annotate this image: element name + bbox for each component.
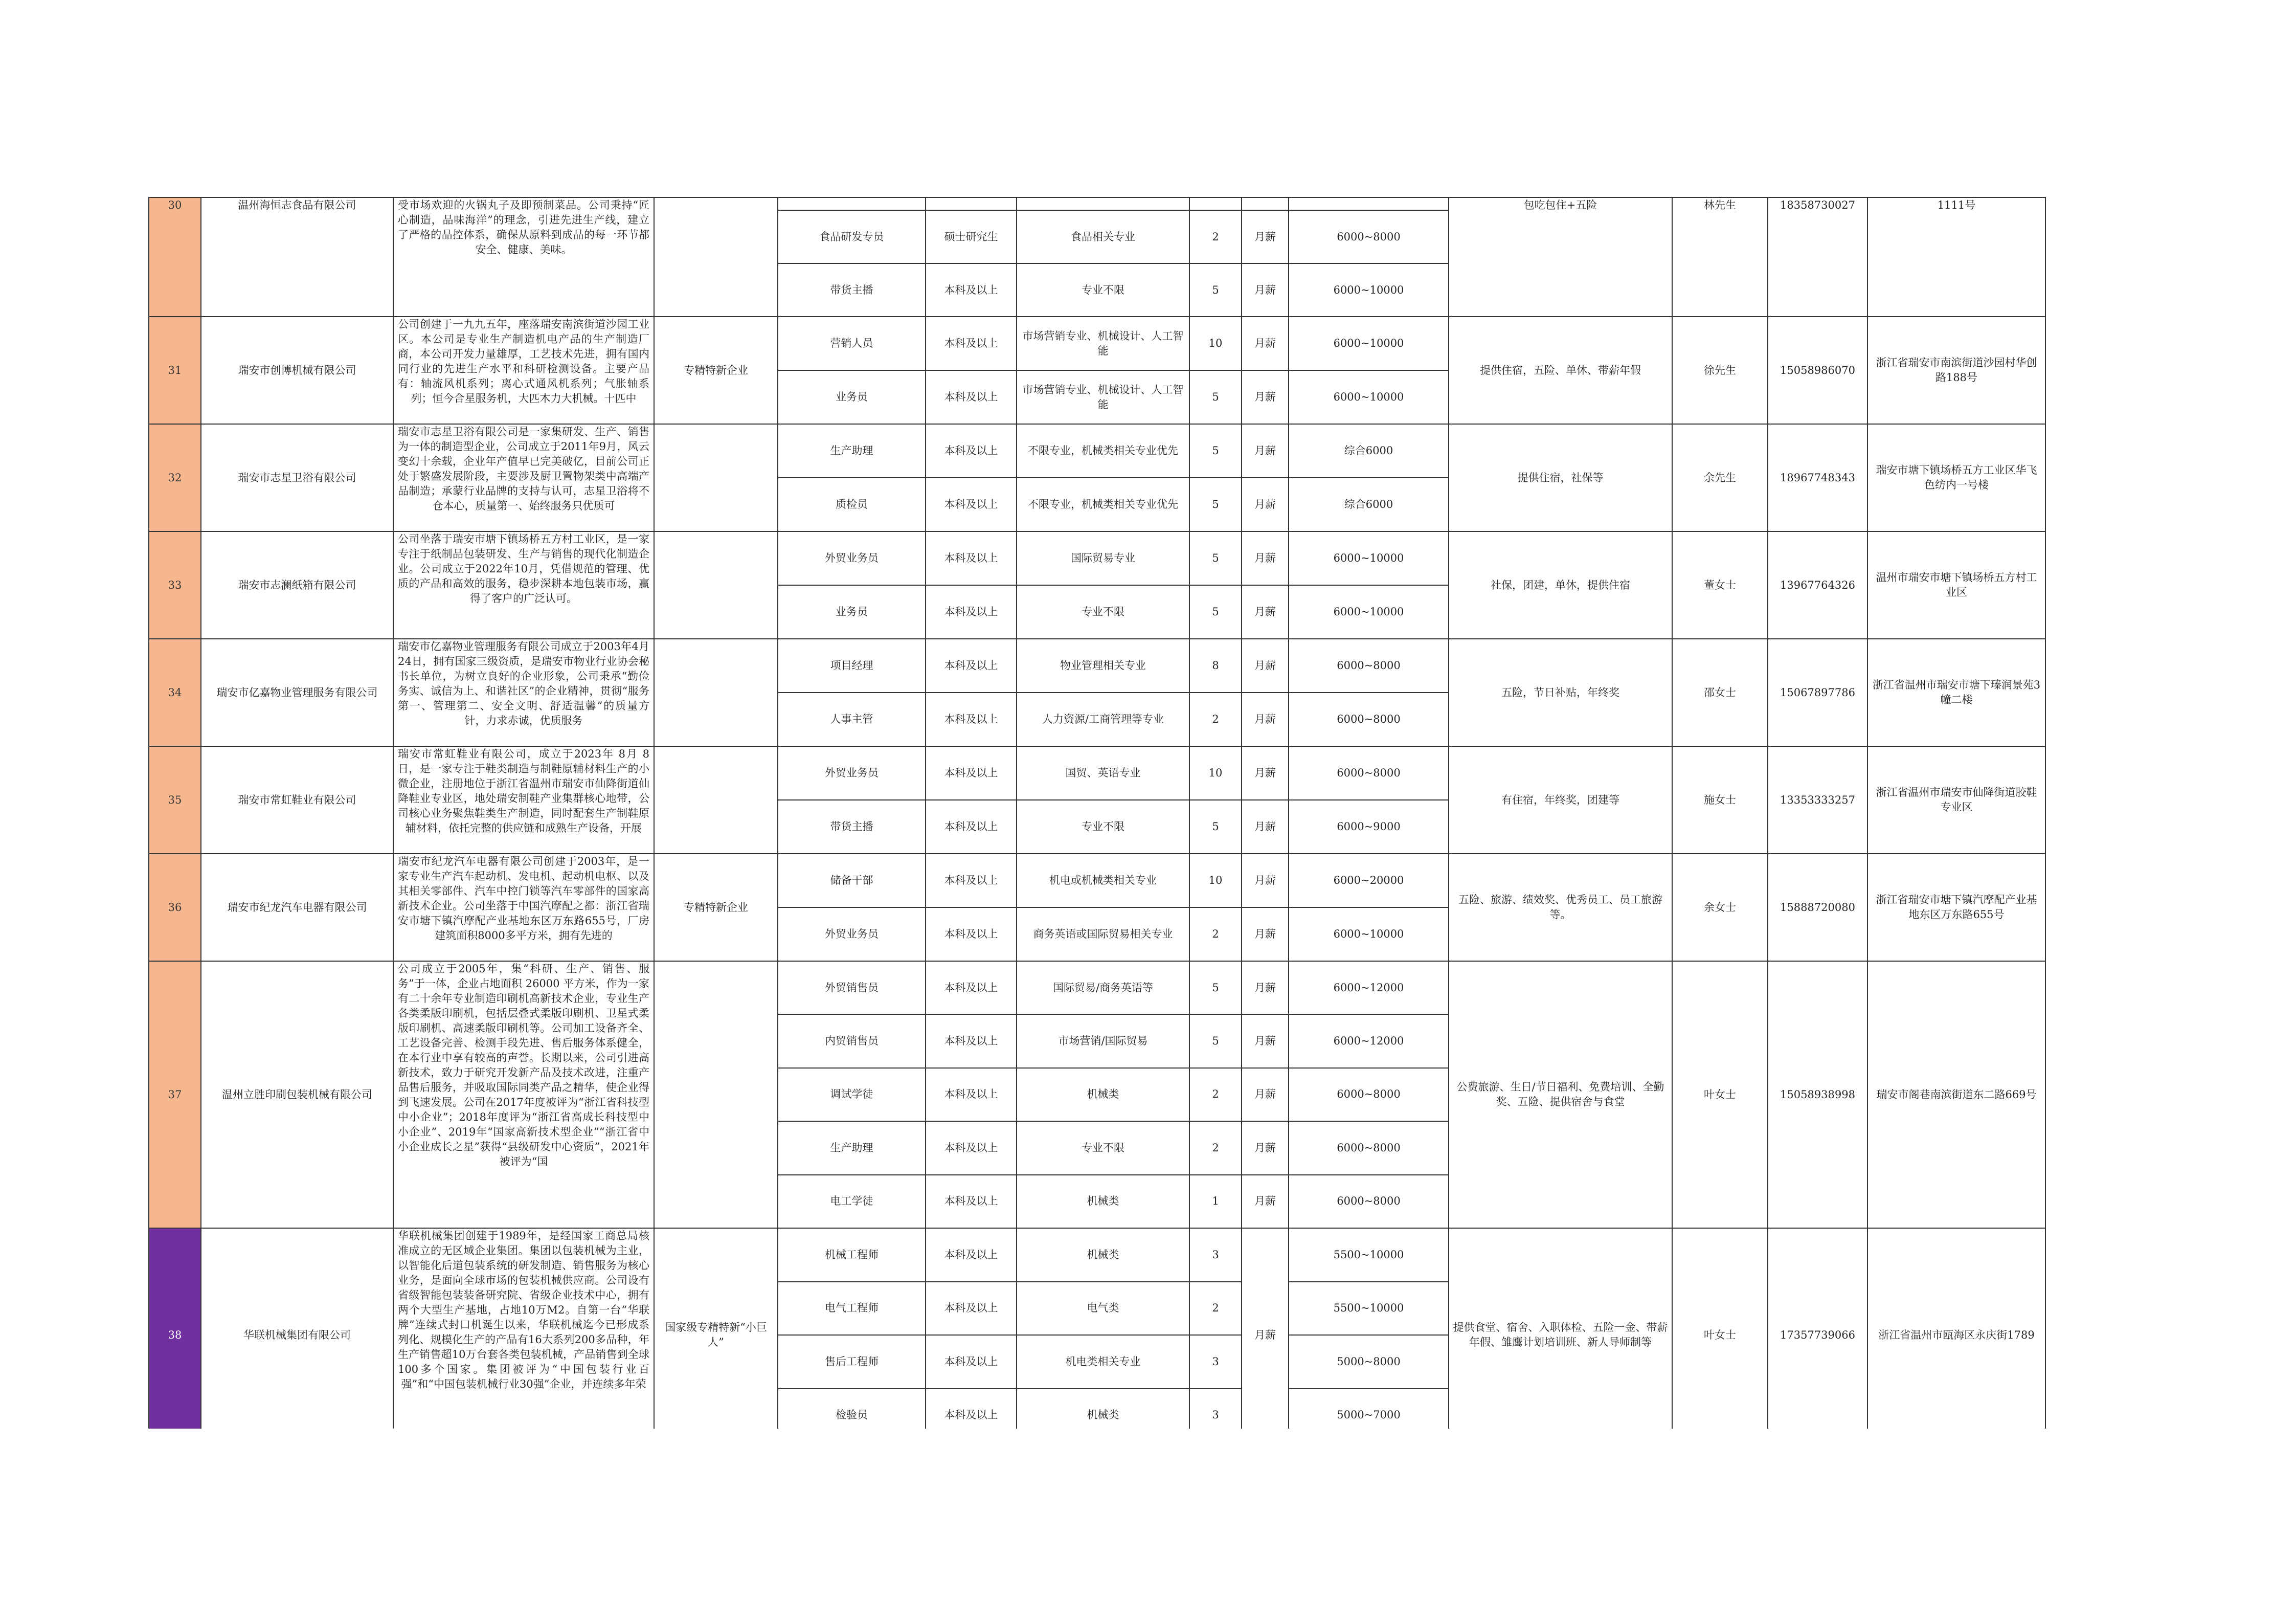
contact-cell: 徐先生: [1672, 317, 1768, 424]
company-type-cell: [654, 639, 778, 746]
job-major-cell: 人力资源/工商管理等专业: [1017, 693, 1189, 746]
company-name-cell: 瑞安市志澜纸箱有限公司: [201, 531, 393, 639]
job-count-cell: 5: [1189, 370, 1242, 424]
job-major-cell: 机械类: [1017, 1228, 1189, 1282]
job-position-cell: 电工学徒: [778, 1175, 926, 1228]
job-education-cell: 本科及以上: [926, 531, 1017, 585]
company-description-text: 瑞安市纪龙汽车电器有限公司创建于2003年，是一家专业生产汽车起动机、发电机、起动机电枢、以及其相关零部件、汽车中控门锁等汽车零部件的国家高新技术企业。公司坐落于中国汽摩配之都：浙江省瑞安市塘下镇汽摩配产业基地东区万东路655号，厂房建筑面积8000多平方米，拥有先进的: [398, 855, 649, 942]
benefit-cell: 包吃包住+五险: [1449, 197, 1672, 317]
blank-cell: [2045, 746, 2143, 854]
job-pay-type-cell: 月薪: [1242, 961, 1289, 1014]
benefit-cell: 五险、旅游、绩效奖、优秀员工、员工旅游等。: [1449, 854, 1672, 961]
company-name-cell: 瑞安市常虹鞋业有限公司: [201, 746, 393, 854]
company-description-cell: [393, 746, 654, 854]
phone-cell: 17357739066: [1768, 1228, 1867, 1429]
contact-cell: 邵女士: [1672, 639, 1768, 746]
contact-cell: 施女士: [1672, 746, 1768, 854]
company-description-text: 受市场欢迎的火锅丸子及即预制菜品。公司秉持“匠心制造，品味海洋”的理念，引进先进生产线，建立了严格的品控体系，确保从原料到成品的每一环节都安全、健康、美味。: [398, 199, 649, 256]
company-index-cell: 32: [149, 424, 201, 531]
company-description-cell: [393, 961, 654, 1228]
job-position-cell: 质检员: [778, 478, 926, 531]
company-index-cell: 34: [149, 639, 201, 746]
job-pay-type-cell: 月薪: [1242, 693, 1289, 746]
job-position-cell: 生产助理: [778, 424, 926, 478]
job-major-cell: 机电类相关专业: [1017, 1335, 1189, 1389]
job-cell: [1189, 197, 1242, 210]
job-count-cell: 10: [1189, 746, 1242, 800]
job-position-cell: 业务员: [778, 585, 926, 639]
phone-cell: 15888720080: [1768, 854, 1867, 961]
job-major-cell: 国贸、英语专业: [1017, 746, 1189, 800]
company-description-cell: [393, 854, 654, 961]
job-cell: [778, 197, 926, 210]
job-education-cell: 本科及以上: [926, 1389, 1017, 1429]
job-major-cell: 食品相关专业: [1017, 210, 1189, 263]
job-pay-type-cell: 月薪: [1242, 317, 1289, 370]
job-count-cell: 2: [1189, 693, 1242, 746]
job-pay-type-cell: 月薪: [1242, 478, 1289, 531]
job-position-cell: 外贸业务员: [778, 907, 926, 961]
job-count-cell: 10: [1189, 317, 1242, 370]
job-salary-cell: 6000~9000: [1289, 800, 1449, 854]
job-salary-cell: 6000~8000: [1289, 693, 1449, 746]
job-salary-cell: 5000~7000: [1289, 1389, 1449, 1429]
contact-cell: 叶女士: [1672, 1228, 1768, 1429]
company-name-cell: 温州立胜印刷包装机械有限公司: [201, 961, 393, 1228]
phone-cell: 13353333257: [1768, 746, 1867, 854]
job-education-cell: 本科及以上: [926, 800, 1017, 854]
company-index-cell: 37: [149, 961, 201, 1228]
address-cell: 1111号: [1867, 197, 2045, 317]
job-salary-cell: 6000~10000: [1289, 907, 1449, 961]
job-position-cell: 营销人员: [778, 317, 926, 370]
blank-cell: [2045, 424, 2143, 531]
job-position-cell: 生产助理: [778, 1121, 926, 1174]
address-cell: 浙江省温州市瓯海区永庆街1789: [1867, 1228, 2045, 1429]
phone-cell: 15058986070: [1768, 317, 1867, 424]
company-index-cell: 31: [149, 317, 201, 424]
job-education-cell: 本科及以上: [926, 370, 1017, 424]
job-salary-cell: 6000~8000: [1289, 746, 1449, 800]
job-count-cell: 2: [1189, 1121, 1242, 1174]
job-major-cell: 商务英语或国际贸易相关专业: [1017, 907, 1189, 961]
job-salary-cell: 6000~8000: [1289, 1121, 1449, 1174]
job-position-cell: 外贸业务员: [778, 746, 926, 800]
company-description-cell: [393, 1228, 654, 1429]
job-education-cell: 本科及以上: [926, 585, 1017, 639]
job-count-cell: 5: [1189, 531, 1242, 585]
job-salary-cell: 6000~8000: [1289, 1175, 1449, 1228]
job-education-cell: 硕士研究生: [926, 210, 1017, 263]
job-pay-type-cell: 月薪: [1242, 210, 1289, 263]
phone-cell: 13967764326: [1768, 531, 1867, 639]
benefit-cell: 提供食堂、宿舍、入职体检、五险一金、带薪年假、雏鹰计划培训班、新人导师制等: [1449, 1228, 1672, 1429]
job-position-cell: 检验员: [778, 1389, 926, 1429]
job-major-cell: 市场营销/国际贸易: [1017, 1014, 1189, 1067]
job-salary-cell: 6000~8000: [1289, 639, 1449, 693]
job-position-cell: 内贸销售员: [778, 1014, 926, 1067]
phone-cell: 15058938998: [1768, 961, 1867, 1228]
job-major-cell: 专业不限: [1017, 263, 1189, 317]
job-count-cell: 5: [1189, 424, 1242, 478]
job-position-cell: 调试学徒: [778, 1068, 926, 1121]
company-description-text: 瑞安市亿嘉物业管理服务有限公司成立于2003年4月24日，拥有国家三级资质，是瑞安市物业行业协会秘书长单位，为树立良好的企业形象，公司秉承“勤俭务实、诚信为上、和谐社区”的企业精神，贯彻“服务第一、管理第二、安全文明、舒适温馨”的质量方针，力求赤诚，优质服务: [398, 640, 649, 727]
job-salary-cell: 5500~10000: [1289, 1228, 1449, 1282]
company-type-cell: [654, 746, 778, 854]
job-education-cell: 本科及以上: [926, 1014, 1017, 1067]
company-index-cell: 36: [149, 854, 201, 961]
job-salary-cell: 6000~10000: [1289, 531, 1449, 585]
job-major-cell: 国际贸易专业: [1017, 531, 1189, 585]
job-education-cell: 本科及以上: [926, 639, 1017, 693]
benefit-cell: 有住宿，年终奖，团建等: [1449, 746, 1672, 854]
phone-cell: 18358730027: [1768, 197, 1867, 317]
company-index-cell: 30: [149, 197, 201, 317]
address-cell: 温州市瑞安市塘下镇场桥五方村工业区: [1867, 531, 2045, 639]
job-major-cell: 物业管理相关专业: [1017, 639, 1189, 693]
job-count-cell: 10: [1189, 854, 1242, 907]
job-position-cell: 售后工程师: [778, 1335, 926, 1389]
address-cell: 瑞安市塘下镇场桥五方工业区华飞色纺内一号楼: [1867, 424, 2045, 531]
job-education-cell: 本科及以上: [926, 693, 1017, 746]
job-count-cell: 1: [1189, 1175, 1242, 1228]
job-major-cell: 国际贸易/商务英语等: [1017, 961, 1189, 1014]
company-description-cell: [393, 317, 654, 424]
job-salary-cell: 6000~10000: [1289, 585, 1449, 639]
company-type-cell: [654, 531, 778, 639]
job-salary-cell: 6000~8000: [1289, 1068, 1449, 1121]
job-pay-type-cell: 月薪: [1242, 1228, 1289, 1429]
company-type-cell: 专精特新企业: [654, 854, 778, 961]
job-education-cell: 本科及以上: [926, 1175, 1017, 1228]
benefit-cell: 公费旅游、生日/节日福利、免费培训、全勤奖、五险、提供宿舍与食堂: [1449, 961, 1672, 1228]
job-pay-type-cell: 月薪: [1242, 639, 1289, 693]
job-cell: [1017, 197, 1189, 210]
job-major-cell: 机械类: [1017, 1068, 1189, 1121]
company-description-text: 华联机械集团创建于1989年，是经国家工商总局核准成立的无区域企业集团。集团以包装机械为主业，以智能化后道包装系统的研发制造、销售服务为核心业务，是面向全球市场的包装机械供应商。公司设有省级智能包装装备研究院、省级企业技术中心，拥有两个大型生产基地，占地10万M2。自第一台“华联牌”连续式封口机诞生以来，华联机械迄今已形成系列化、规模化生产的产品有16大系列200多品种，年生产销售超10万台套各类包装机械，产品销售到全球100多个国家。集团被评为“中国包装行业百强”和“中国包装机械行业30强”企业，并连续多年荣: [398, 1230, 649, 1390]
blank-cell: [2045, 639, 2143, 746]
job-education-cell: 本科及以上: [926, 1228, 1017, 1282]
company-type-cell: [654, 424, 778, 531]
job-salary-cell: 6000~10000: [1289, 370, 1449, 424]
benefit-cell: 五险，节日补贴，年终奖: [1449, 639, 1672, 746]
job-major-cell: 不限专业，机械类相关专业优先: [1017, 424, 1189, 478]
job-major-cell: 机械类: [1017, 1175, 1189, 1228]
job-major-cell: 市场营销专业、机械设计、人工智能: [1017, 317, 1189, 370]
company-name-cell: 瑞安市纪龙汽车电器有限公司: [201, 854, 393, 961]
job-major-cell: 机电或机械类相关专业: [1017, 854, 1189, 907]
job-salary-cell: 6000~10000: [1289, 263, 1449, 317]
job-salary-cell: 综合6000: [1289, 424, 1449, 478]
company-type-cell: [654, 197, 778, 317]
job-position-cell: 电气工程师: [778, 1282, 926, 1336]
job-education-cell: 本科及以上: [926, 961, 1017, 1014]
benefit-cell: 提供住宿，五险、单休、带薪年假: [1449, 317, 1672, 424]
job-education-cell: 本科及以上: [926, 478, 1017, 531]
job-salary-cell: 6000~12000: [1289, 961, 1449, 1014]
job-education-cell: 本科及以上: [926, 1121, 1017, 1174]
address-cell: 浙江省温州市瑞安市塘下瑧润景苑3幢二楼: [1867, 639, 2045, 746]
job-position-cell: 机械工程师: [778, 1228, 926, 1282]
job-salary-cell: 6000~10000: [1289, 317, 1449, 370]
job-position-cell: 人事主管: [778, 693, 926, 746]
job-pay-type-cell: 月薪: [1242, 907, 1289, 961]
company-description-cell: [393, 424, 654, 531]
job-major-cell: 专业不限: [1017, 800, 1189, 854]
job-count-cell: 5: [1189, 800, 1242, 854]
job-position-cell: 业务员: [778, 370, 926, 424]
job-position-cell: 外贸销售员: [778, 961, 926, 1014]
address-cell: 浙江省瑞安市南滨街道沙园村华创路188号: [1867, 317, 2045, 424]
job-education-cell: 本科及以上: [926, 746, 1017, 800]
job-pay-type-cell: 月薪: [1242, 1121, 1289, 1174]
job-pay-type-cell: 月薪: [1242, 1175, 1289, 1228]
phone-cell: 15067897786: [1768, 639, 1867, 746]
company-description-text: 瑞安市志星卫浴有限公司是一家集研发、生产、销售为一体的制造型企业，公司成立于2011年9月，风云变幻十余载，企业年产值早已完美破亿，目前公司正处于繁盛发展阶段，主要涉及厨卫置物架类中高端产品制造；承蒙行业品牌的支持与认可，志星卫浴将不仓本心，质量第一、始终服务只优质可: [398, 426, 649, 512]
job-pay-type-cell: 月薪: [1242, 585, 1289, 639]
job-salary-cell: 6000~20000: [1289, 854, 1449, 907]
job-count-cell: 2: [1189, 210, 1242, 263]
job-pay-type-cell: 月薪: [1242, 800, 1289, 854]
job-count-cell: 5: [1189, 961, 1242, 1014]
job-pay-type-cell: 月薪: [1242, 424, 1289, 478]
company-description-text: 瑞安市常虹鞋业有限公司，成立于2023年 8月 8 日，是一家专注于鞋类制造与制鞋原辅材料生产的小微企业，注册地位于浙江省温州市瑞安市仙降街道仙降鞋业专业区，地处瑞安制鞋产业集群核心地带，公司核心业务聚焦鞋类生产制造，同时配套生产制鞋原辅材料，依托完整的供应链和成熟生产设备，开展: [398, 748, 649, 834]
job-pay-type-cell: 月薪: [1242, 531, 1289, 585]
company-name-cell: 瑞安市志星卫浴有限公司: [201, 424, 393, 531]
job-count-cell: 5: [1189, 585, 1242, 639]
company-index-cell: 33: [149, 531, 201, 639]
job-cell: [1289, 197, 1449, 210]
address-cell: 瑞安市阁巷南滨街道东二路669号: [1867, 961, 2045, 1228]
job-cell: [926, 197, 1017, 210]
job-position-cell: 项目经理: [778, 639, 926, 693]
job-pay-type-cell: 月薪: [1242, 263, 1289, 317]
job-major-cell: 电气类: [1017, 1282, 1189, 1336]
job-salary-cell: 6000~8000: [1289, 210, 1449, 263]
job-education-cell: 本科及以上: [926, 317, 1017, 370]
job-pay-type-cell: 月薪: [1242, 370, 1289, 424]
job-pay-type-cell: 月薪: [1242, 746, 1289, 800]
job-count-cell: 3: [1189, 1228, 1242, 1282]
company-description-text: 公司创建于一九九五年，座落瑞安南滨街道沙园工业区。本公司是专业生产制造机电产品的生产制造厂商，本公司开发力量雄厚，工艺技术先进，拥有国内同行业的先进生产水平和科研检测设备。主要产品有：轴流风机系列；离心式通风机系列；气胀轴系列；恒今合星服务机，大匹木力大机械。十匹中: [398, 318, 649, 405]
job-position-cell: 储备干部: [778, 854, 926, 907]
job-education-cell: 本科及以上: [926, 907, 1017, 961]
blank-cell: [2045, 317, 2143, 424]
benefit-cell: 社保，团建，单休，提供住宿: [1449, 531, 1672, 639]
job-education-cell: 本科及以上: [926, 1335, 1017, 1389]
job-major-cell: 专业不限: [1017, 1121, 1189, 1174]
contact-cell: 叶女士: [1672, 961, 1768, 1228]
contact-cell: 余先生: [1672, 424, 1768, 531]
company-description-cell: [393, 531, 654, 639]
blank-cell: [2045, 961, 2143, 1228]
company-name-cell: 瑞安市亿嘉物业管理服务有限公司: [201, 639, 393, 746]
job-count-cell: 2: [1189, 1282, 1242, 1336]
company-index-cell: 35: [149, 746, 201, 854]
job-count-cell: 3: [1189, 1335, 1242, 1389]
address-cell: 浙江省温州市瑞安市仙降街道胶鞋专业区: [1867, 746, 2045, 854]
company-description-cell: [393, 197, 654, 317]
contact-cell: 余女士: [1672, 854, 1768, 961]
contact-cell: 董女士: [1672, 531, 1768, 639]
job-salary-cell: 6000~12000: [1289, 1014, 1449, 1067]
job-education-cell: 本科及以上: [926, 424, 1017, 478]
job-major-cell: 机械类: [1017, 1389, 1189, 1429]
company-description-cell: [393, 639, 654, 746]
blank-cell: [2045, 854, 2143, 961]
job-major-cell: 市场营销专业、机械设计、人工智能: [1017, 370, 1189, 424]
job-count-cell: 8: [1189, 639, 1242, 693]
job-count-cell: 2: [1189, 907, 1242, 961]
company-name-cell: 瑞安市创博机械有限公司: [201, 317, 393, 424]
company-name-cell: 华联机械集团有限公司: [201, 1228, 393, 1429]
job-table: [148, 197, 2143, 1429]
contact-cell: 林先生: [1672, 197, 1768, 317]
job-pay-type-cell: 月薪: [1242, 1068, 1289, 1121]
job-count-cell: 2: [1189, 1068, 1242, 1121]
benefit-cell: 提供住宿，社保等: [1449, 424, 1672, 531]
job-count-cell: 5: [1189, 263, 1242, 317]
job-major-cell: 不限专业，机械类相关专业优先: [1017, 478, 1189, 531]
job-salary-cell: 综合6000: [1289, 478, 1449, 531]
company-type-cell: 专精特新企业: [654, 317, 778, 424]
phone-cell: 18967748343: [1768, 424, 1867, 531]
company-index-cell: 38: [149, 1228, 201, 1429]
job-position-cell: 外贸业务员: [778, 531, 926, 585]
job-salary-cell: 5500~10000: [1289, 1282, 1449, 1336]
job-position-cell: 食品研发专员: [778, 210, 926, 263]
job-count-cell: 3: [1189, 1389, 1242, 1429]
job-pay-type-cell: 月薪: [1242, 1014, 1289, 1067]
company-name-cell: 温州海恒志食品有限公司: [201, 197, 393, 317]
job-count-cell: 5: [1189, 478, 1242, 531]
job-position-cell: 带货主播: [778, 263, 926, 317]
blank-cell: [2045, 1228, 2143, 1429]
job-cell: [1242, 197, 1289, 210]
job-major-cell: 专业不限: [1017, 585, 1189, 639]
job-education-cell: 本科及以上: [926, 1068, 1017, 1121]
job-position-cell: 带货主播: [778, 800, 926, 854]
job-pay-type-cell: 月薪: [1242, 854, 1289, 907]
job-education-cell: 本科及以上: [926, 263, 1017, 317]
job-table-sheet: [148, 197, 2143, 1429]
job-education-cell: 本科及以上: [926, 854, 1017, 907]
address-cell: 浙江省瑞安市塘下镇汽摩配产业基地东区万东路655号: [1867, 854, 2045, 961]
company-description-text: 公司坐落于瑞安市塘下镇场桥五方村工业区，是一家专注于纸制品包装研发、生产与销售的现代化制造企业。公司成立于2022年10月，凭借规范的管理、优质的产品和高效的服务，稳步深耕本地包装市场，赢得了客户的广泛认可。: [398, 533, 649, 605]
company-description-text: 公司成立于2005年，集“科研、生产、销售、服务”于一体，企业占地面积 26000 平方米，作为一家有二十余年专业制造印刷机高新技术企业，专业生产各类柔版印刷机，包括层叠式柔版印刷机、卫星式柔版印刷机、高速柔版印刷机等。公司加工设备齐全、工艺设备完善、检测手段先进、售后服务体系健全，在本行业中享有较高的声誉。长期以来，公司引进高新技术，致力于研究开发新产品及技术改进，注重产品售后服务，并吸取国际同类产品之精华，使企业得到飞速发展。公司在2017年度被评为“浙江省科技型中小企业”；2018年度评为“浙江省高成长科技型中小企业”、2019年“国家高新技术型企业”“浙江省中小企业成长之星”获得“县级研发中心资质”，2021年被评为“国: [398, 963, 649, 1168]
blank-cell: [2045, 531, 2143, 639]
job-salary-cell: 5000~8000: [1289, 1335, 1449, 1389]
job-education-cell: 本科及以上: [926, 1282, 1017, 1336]
blank-cell: [2045, 197, 2143, 317]
company-type-cell: [654, 961, 778, 1228]
job-count-cell: 5: [1189, 1014, 1242, 1067]
company-type-cell: 国家级专精特新“小巨人”: [654, 1228, 778, 1429]
